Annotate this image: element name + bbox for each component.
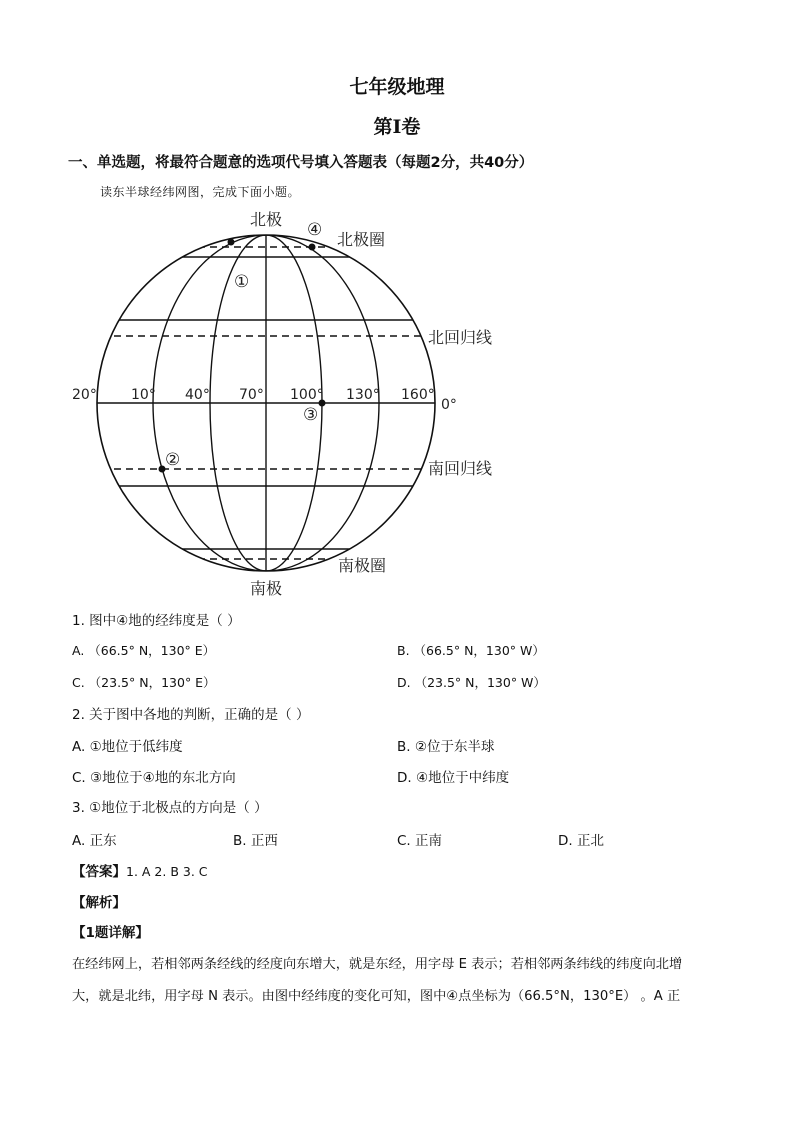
point-4-dot — [309, 244, 316, 251]
question-3-option-b: B. 正西 — [233, 833, 278, 849]
question-3-option-d: D. 正北 — [558, 833, 604, 849]
question-2-option-a: A. ①地位于低纬度 — [72, 739, 183, 755]
point-4-label: ④ — [307, 220, 323, 240]
graticule-figure — [0, 200, 794, 610]
question-2-option-b: B. ②位于东半球 — [397, 739, 495, 755]
question-3-option-c: C. 正南 — [397, 833, 443, 849]
tropic-capricorn-label: 南回归线 — [428, 459, 493, 478]
intro-text: 读东半球经纬网图，完成下面小题。 — [100, 185, 301, 199]
south-pole-label: 南极 — [249, 579, 283, 598]
analysis-line-1: 在经纬网上，若相邻两条经线的经度向东增大，就是东经，用字母 E 表示；若相邻两条纬线的纬度向北增 — [72, 957, 683, 972]
analysis-label: 【解析】 — [72, 895, 126, 911]
longitude-label-130: 130° — [346, 387, 380, 403]
section-heading: 一、单选题，将最符合题意的选项代号填入答题表（每题2分，共40分） — [68, 155, 534, 171]
volume-title: 第Ⅰ卷 — [373, 116, 421, 138]
longitude-label-100: 100° — [290, 387, 324, 403]
document-title: 七年级地理 — [349, 76, 445, 98]
analysis-line-2: 大，就是北纬，用字母 N 表示。由图中经纬度的变化可知，图中④点坐标为（66.5°N，130°E） 。A 正 — [72, 989, 681, 1004]
north-pole-label: 北极 — [249, 210, 283, 229]
tropic-cancer-label: 北回归线 — [428, 328, 493, 347]
longitude-label-40: 40° — [185, 387, 210, 403]
question-1-option-c: C. （23.5° N，130° E） — [72, 675, 216, 690]
answer-label: 【答案】 — [72, 864, 126, 880]
longitude-label-20: 20° — [72, 387, 97, 403]
question-1-option-b: B. （66.5° N，130° W） — [397, 643, 545, 658]
point-2-label: ② — [165, 450, 181, 470]
point-1-label: ① — [234, 272, 250, 292]
question-3-option-a: A. 正东 — [72, 833, 117, 849]
analysis-sub-label: 【1题详解】 — [72, 925, 149, 941]
question-2-stem: 2. 关于图中各地的判断，正确的是（ ） — [72, 707, 310, 723]
longitude-label-160: 160° — [401, 387, 435, 403]
question-2-option-d: D. ④地位于中纬度 — [397, 770, 510, 786]
longitude-label-10: 10° — [131, 387, 156, 403]
longitude-label-0: 0° — [441, 397, 457, 413]
arctic-circle-label: 北极圈 — [337, 230, 386, 249]
question-3-stem: 3. ①地位于北极点的方向是（ ） — [72, 800, 268, 816]
question-1-stem: 1. 图中④地的经纬度是（ ） — [72, 613, 241, 629]
point-1-dot — [228, 239, 235, 246]
question-2-option-c: C. ③地位于④地的东北方向 — [72, 770, 236, 786]
point-3-label: ③ — [303, 405, 319, 425]
antarctic-circle-label: 南极圈 — [338, 556, 387, 575]
question-1-option-a: A. （66.5° N，130° E） — [72, 643, 216, 658]
answer-text: 1. A 2. B 3. C — [126, 864, 208, 879]
question-1-option-d: D. （23.5° N，130° W） — [397, 675, 546, 690]
answer-line — [72, 860, 208, 880]
longitude-label-70: 70° — [239, 387, 264, 403]
